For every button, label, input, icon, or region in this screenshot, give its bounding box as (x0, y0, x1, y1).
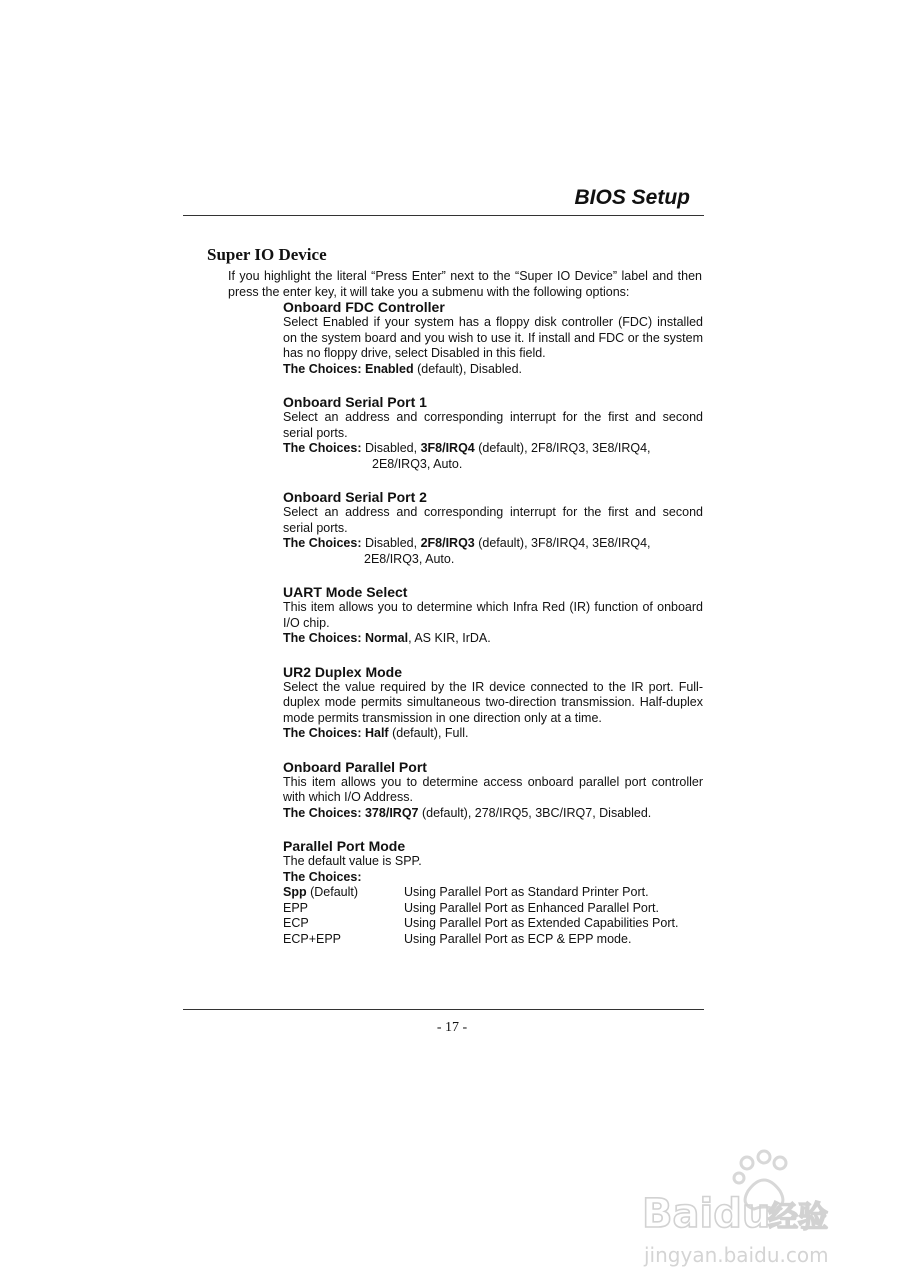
items-list (283, 299, 703, 964)
watermark-brand-cn: 经验 (768, 1200, 828, 1235)
option-row (283, 916, 678, 932)
choices-default: Enabled (364, 361, 414, 376)
choices-default: Normal (364, 631, 409, 645)
item-desc: Select Enabled if your system has a floppy disk controller (FDC) installed on the system board and you wish to use it. If install and FDC or the system has no floppy drive, select Disabled in this field. (283, 315, 703, 360)
page-number: - 17 - (436, 1020, 468, 1035)
item-title: Onboard FDC Controller (283, 299, 445, 315)
item-onboard-parallel (283, 759, 703, 822)
options-table (283, 885, 678, 947)
option-desc: Using Parallel Port as Extended Capabilities Port. (404, 916, 679, 930)
item-choices (283, 362, 703, 378)
choices-continuation: 2E8/IRQ3, Auto. (372, 456, 463, 471)
item-choices (283, 441, 703, 472)
item-ur2-duplex (283, 664, 703, 742)
choices-default: 2F8/IRQ3 (420, 536, 475, 550)
watermark-url: jingyan.baidu.com (644, 1243, 829, 1267)
option-key-bold: Spp (283, 885, 307, 899)
choices-default: 3F8/IRQ4 (420, 441, 475, 455)
option-desc: Using Parallel Port as ECP & EPP mode. (404, 931, 632, 946)
item-title: Parallel Port Mode (283, 838, 406, 854)
item-serial-port-1 (283, 394, 703, 472)
option-key (283, 885, 404, 901)
choices-pre: Disabled, (361, 536, 421, 550)
item-choices (283, 536, 703, 567)
choices-rest: (default), 3F8/IRQ4, 3E8/IRQ4, (474, 536, 651, 550)
item-desc: Select an address and corresponding interrupt for the first and second serial ports. (283, 505, 703, 535)
choices-label: The Choices: (283, 536, 362, 550)
watermark-brand: Baidu (642, 1191, 771, 1237)
item-desc: Select an address and corresponding interrupt for the first and second serial ports. (283, 410, 703, 440)
item-desc: Select the value required by the IR device connected to the IR port. Full-duplex mode permits simultaneous two-direction transmission. Half-duplex mode permits transmission in one direction only at a time. (283, 679, 703, 725)
choices-default: Half (364, 726, 389, 740)
choices-rest: , AS KIR, IrDA. (408, 631, 491, 645)
item-title: UART Mode Select (283, 584, 408, 600)
choices-continuation: 2E8/IRQ3, Auto. (364, 551, 455, 566)
item-onboard-fdc (283, 299, 703, 377)
choices-label: The Choices: (283, 726, 362, 740)
section-intro: If you highlight the literal “Press Enter” next to the “Super IO Device” label and then press the enter key, it will take you a submenu with the following options: (228, 269, 702, 299)
option-key-rest: ECP (283, 916, 309, 930)
item-title: Onboard Parallel Port (283, 758, 427, 775)
item-serial-port-2 (283, 489, 703, 567)
footer-rule (183, 1009, 704, 1010)
choices-label: The Choices: (283, 631, 362, 645)
item-uart-mode (283, 584, 703, 647)
choices-rest: (default), 278/IRQ5, 3BC/IRQ7, Disabled. (418, 805, 652, 820)
choices-rest: (default), Disabled. (413, 361, 522, 376)
section-title: Super IO Device (207, 245, 327, 264)
item-title: Onboard Serial Port 1 (283, 394, 427, 410)
item-desc: This item allows you to determine which Infra Red (IR) function of onboard I/O chip. (283, 600, 703, 630)
option-key-rest: (Default) (306, 885, 359, 899)
item-desc: This item allows you to determine access onboard parallel port controller with which I/O Address. (283, 774, 703, 804)
option-desc: Using Parallel Port as Enhanced Parallel Port. (404, 900, 659, 915)
option-row (283, 932, 678, 948)
choices-label: The Choices: (283, 361, 362, 376)
option-key-rest: EPP (283, 900, 309, 915)
baidu-jingyan-watermark (640, 1145, 860, 1275)
page-header-title: BIOS Setup (574, 186, 690, 209)
item-title: Onboard Serial Port 2 (283, 489, 427, 505)
item-title: UR2 Duplex Mode (283, 663, 403, 680)
option-row (283, 885, 678, 901)
option-desc: Using Parallel Port as Standard Printer Port. (404, 885, 649, 899)
item-choices (283, 806, 703, 822)
option-key-rest: ECP+EPP (283, 931, 342, 946)
option-key (283, 916, 404, 932)
choices-pre: Disabled, (361, 441, 421, 455)
item-choices (283, 631, 703, 647)
option-key (283, 932, 404, 948)
choices-default: 378/IRQ7 (364, 805, 419, 820)
option-row (283, 901, 678, 917)
item-choices (283, 870, 703, 886)
choices-rest: (default), Full. (388, 726, 469, 740)
item-desc: The default value is SPP. (283, 854, 422, 868)
item-choices (283, 726, 703, 742)
item-parallel-mode (283, 838, 703, 947)
choices-label: The Choices: (283, 805, 362, 820)
choices-label: The Choices: (283, 441, 362, 455)
header-rule (183, 215, 704, 216)
option-key (283, 901, 404, 917)
choices-label: The Choices: (283, 869, 362, 884)
choices-rest: (default), 2F8/IRQ3, 3E8/IRQ4, (474, 441, 651, 455)
